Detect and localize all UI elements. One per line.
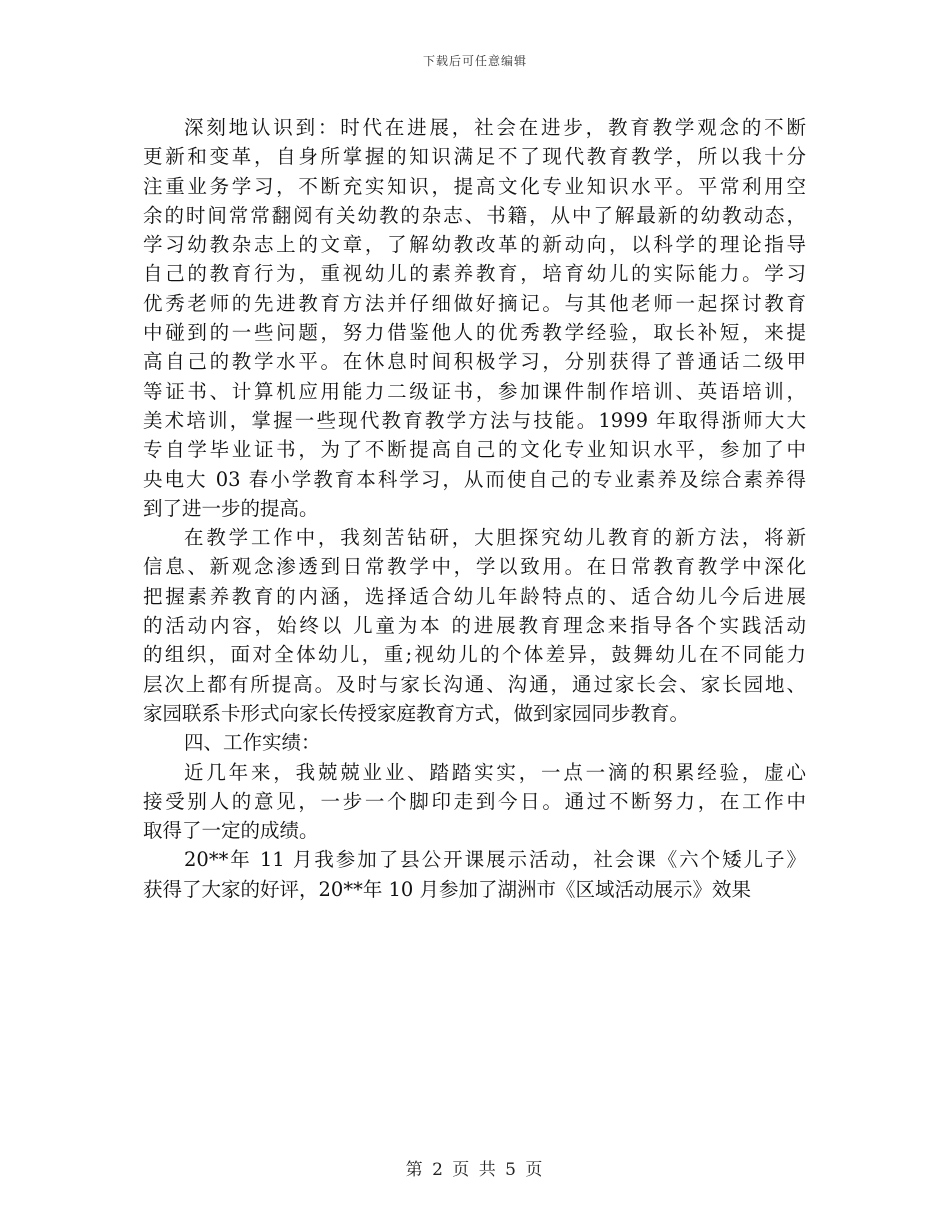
document-body <box>143 113 806 904</box>
page-footer: 第 2 页 共 5 页 <box>405 1160 545 1180</box>
text-line: 学习幼教杂志上的文章，了解幼教改革的新动向，以科学的理论指导 <box>143 233 806 257</box>
text-line: 信息、新观念渗透到日常教学中，学以致用。在日常教育教学中深化 <box>143 555 806 579</box>
text-line: 的组织，面对全体幼儿，重;视幼儿的个体差异，鼓舞幼儿在不同能力 <box>143 643 806 667</box>
text-line: 四、工作实绩： <box>184 731 321 755</box>
text-line: 余的时间常常翻阅有关幼教的杂志、书籍，从中了解最新的幼教动态， <box>143 203 806 227</box>
page-header: 下载后可任意编辑 <box>422 54 527 68</box>
text-line: 央电大 03 春小学教育本科学习，从而使自己的专业素养及综合素养得 <box>143 467 806 491</box>
text-line: 更新和变革，自身所掌握的知识满足不了现代教育教学，所以我十分 <box>143 145 806 169</box>
text-line: 到了进一步的提高。 <box>143 496 319 520</box>
text-line: 专自学毕业证书，为了不断提高自己的文化专业知识水平，参加了中 <box>143 438 806 462</box>
paragraph <box>143 728 806 757</box>
text-line: 的活动内容，始终以 儿童为本 的进展教育理念来指导各个实践活动 <box>143 614 806 638</box>
text-line: 优秀老师的先进教育方法并仔细做好摘记。与其他老师一起探讨教育 <box>143 291 806 315</box>
text-line: 把握素养教育的内涵，选择适合幼儿年龄特点的、适合幼儿今后进展 <box>143 584 806 608</box>
paragraph <box>143 845 806 904</box>
paragraph <box>143 523 806 728</box>
text-line: 注重业务学习，不断充实知识，提高文化专业知识水平。平常利用空 <box>143 174 806 198</box>
text-line: 层次上都有所提高。及时与家长沟通、沟通，通过家长会、家长园地、 <box>143 672 806 696</box>
paragraph <box>143 113 806 523</box>
text-line: 近几年来，我兢兢业业、踏踏实实，一点一滴的积累经验，虚心 <box>184 760 806 784</box>
text-line: 中碰到的一些问题，努力借鉴他人的优秀教学经验，取长补短，来提 <box>143 321 806 345</box>
text-line: 等证书、计算机应用能力二级证书，参加课件制作培训、英语培训， <box>143 379 806 403</box>
text-line: 获得了大家的好评，20**年 10 月参加了湖洲市《区域活动展示》效果 <box>143 877 752 901</box>
text-line: 高自己的教学水平。在休息时间积极学习，分别获得了普通话二级甲 <box>143 350 806 374</box>
text-line: 深刻地认识到：时代在进展，社会在进步，教育教学观念的不断 <box>184 116 806 139</box>
paragraph <box>143 758 806 846</box>
text-line: 自己的教育行为，重视幼儿的素养教育，培育幼儿的实际能力。学习 <box>143 262 806 286</box>
text-line: 家园联系卡形式向家长传授家庭教育方式，做到家园同步教育。 <box>143 701 690 725</box>
text-line: 接受别人的意见，一步一个脚印走到今日。通过不断努力，在工作中 <box>143 789 806 813</box>
text-line: 在教学工作中，我刻苦钻研，大胆探究幼儿教育的新方法，将新 <box>184 526 806 550</box>
text-line: 取得了一定的成绩。 <box>143 819 319 843</box>
text-line: 20**年 11 月我参加了县公开课展示活动，社会课《六个矮儿子》 <box>184 848 806 872</box>
text-line: 美术培训，掌握一些现代教育教学方法与技能。1999 年取得浙师大大 <box>143 408 806 432</box>
